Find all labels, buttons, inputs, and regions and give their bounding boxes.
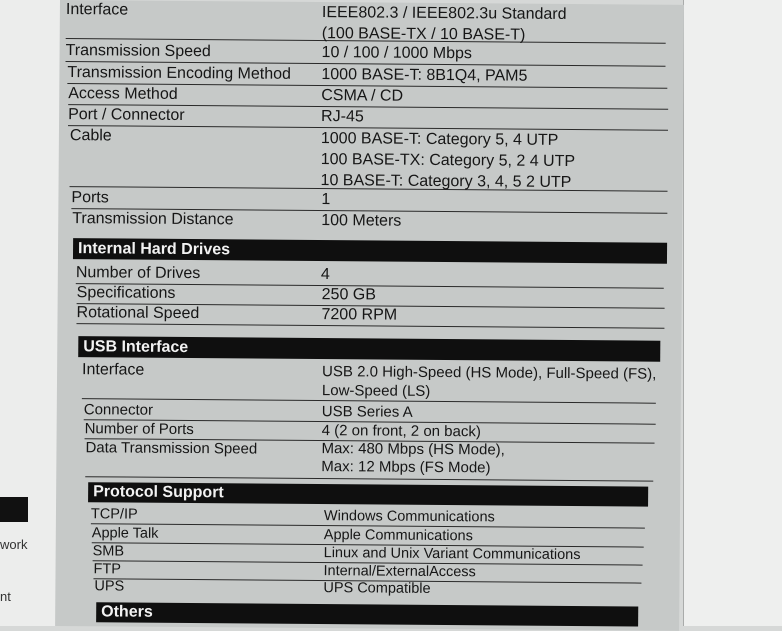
spec-label: FTP <box>93 561 121 578</box>
spec-sheet <box>55 0 684 631</box>
adjacent-page-right <box>684 0 782 626</box>
left-page-text-fragment: work <box>0 537 28 552</box>
left-page-text-fragment: nt <box>0 589 11 604</box>
spec-label: UPS <box>94 578 125 595</box>
spec-value: Max: 480 Mbps (HS Mode), Max: 12 Mbps (FS Mode) <box>321 440 505 477</box>
spec-value: 4 <box>320 266 330 284</box>
spec-row <box>94 578 640 599</box>
spec-value: UPS Compatible <box>323 580 431 597</box>
spec-value: RJ-45 <box>321 108 364 126</box>
spec-label: Specifications <box>76 284 176 302</box>
spec-row <box>76 303 664 329</box>
spec-label: Interface <box>65 1 129 19</box>
spec-label: TCP/IP <box>90 506 138 523</box>
spec-label: Interface <box>82 361 145 379</box>
spec-value: 10 / 100 / 1000 Mbps <box>321 44 472 63</box>
spec-label: Apple Talk <box>91 525 159 542</box>
spec-label: Cable <box>69 127 112 145</box>
spec-row <box>72 209 668 234</box>
spec-label: Connector <box>83 401 154 419</box>
spec-value: 1 <box>321 191 331 209</box>
spec-value: 1000 BASE-T: Category 5, 4 UTP 100 BASE-TX: Category 5, 2 4 UTP 10 BASE-T: Category 3, 4, 5 2 UTP <box>320 130 576 192</box>
spec-label: Transmission Encoding Method <box>67 64 292 83</box>
spec-label: Access Method <box>68 85 178 103</box>
spec-value: 7200 RPM <box>321 306 398 324</box>
spec-label: Number of Ports <box>84 420 194 439</box>
spec-row <box>70 126 668 192</box>
spec-value: 250 GB <box>321 286 377 304</box>
spec-value: CSMA / CD <box>321 87 404 105</box>
spec-row <box>66 0 666 44</box>
spec-value: USB 2.0 High-Speed (HS Mode), Full-Speed (FS), Low-Speed (LS) <box>321 363 657 400</box>
adjacent-page-left <box>0 0 64 626</box>
spec-label: Number of Drives <box>75 264 201 283</box>
spec-label: Ports <box>71 189 109 207</box>
spec-value: Apple Communications <box>323 527 473 545</box>
spec-value: Internal/ExternalAccess <box>323 563 476 581</box>
spec-value: IEEE802.3 / IEEE802.3u Standard (100 BASE-TX / 10 BASE-T) <box>321 4 567 44</box>
spec-value: USB Series A <box>321 403 413 421</box>
spec-value: Windows Communications <box>323 508 495 526</box>
left-page-black-bar <box>0 497 28 522</box>
spec-row <box>85 438 653 481</box>
spec-label: SMB <box>92 543 125 560</box>
spec-label: Transmission Distance <box>72 210 234 229</box>
section-header-hard-drives: Internal Hard Drives <box>73 238 667 264</box>
spec-value: Linux and Unix Variant Communications <box>323 545 581 564</box>
spec-value: 4 (2 on front, 2 on back) <box>321 422 481 441</box>
section-header-protocol: Protocol Support <box>88 482 648 506</box>
spec-label: Transmission Speed <box>65 42 211 61</box>
spec-label: Port / Connector <box>68 106 185 124</box>
section-header-usb: USB Interface <box>78 336 660 362</box>
spec-row <box>82 360 656 404</box>
spec-value: 100 Meters <box>321 212 402 230</box>
section-header-others: Others <box>96 602 638 626</box>
spec-label: Data Transmission Speed <box>85 439 258 458</box>
spec-value: 1000 BASE-T: 8B1Q4, PAM5 <box>321 66 528 85</box>
spec-label: Rotational Speed <box>76 304 200 323</box>
